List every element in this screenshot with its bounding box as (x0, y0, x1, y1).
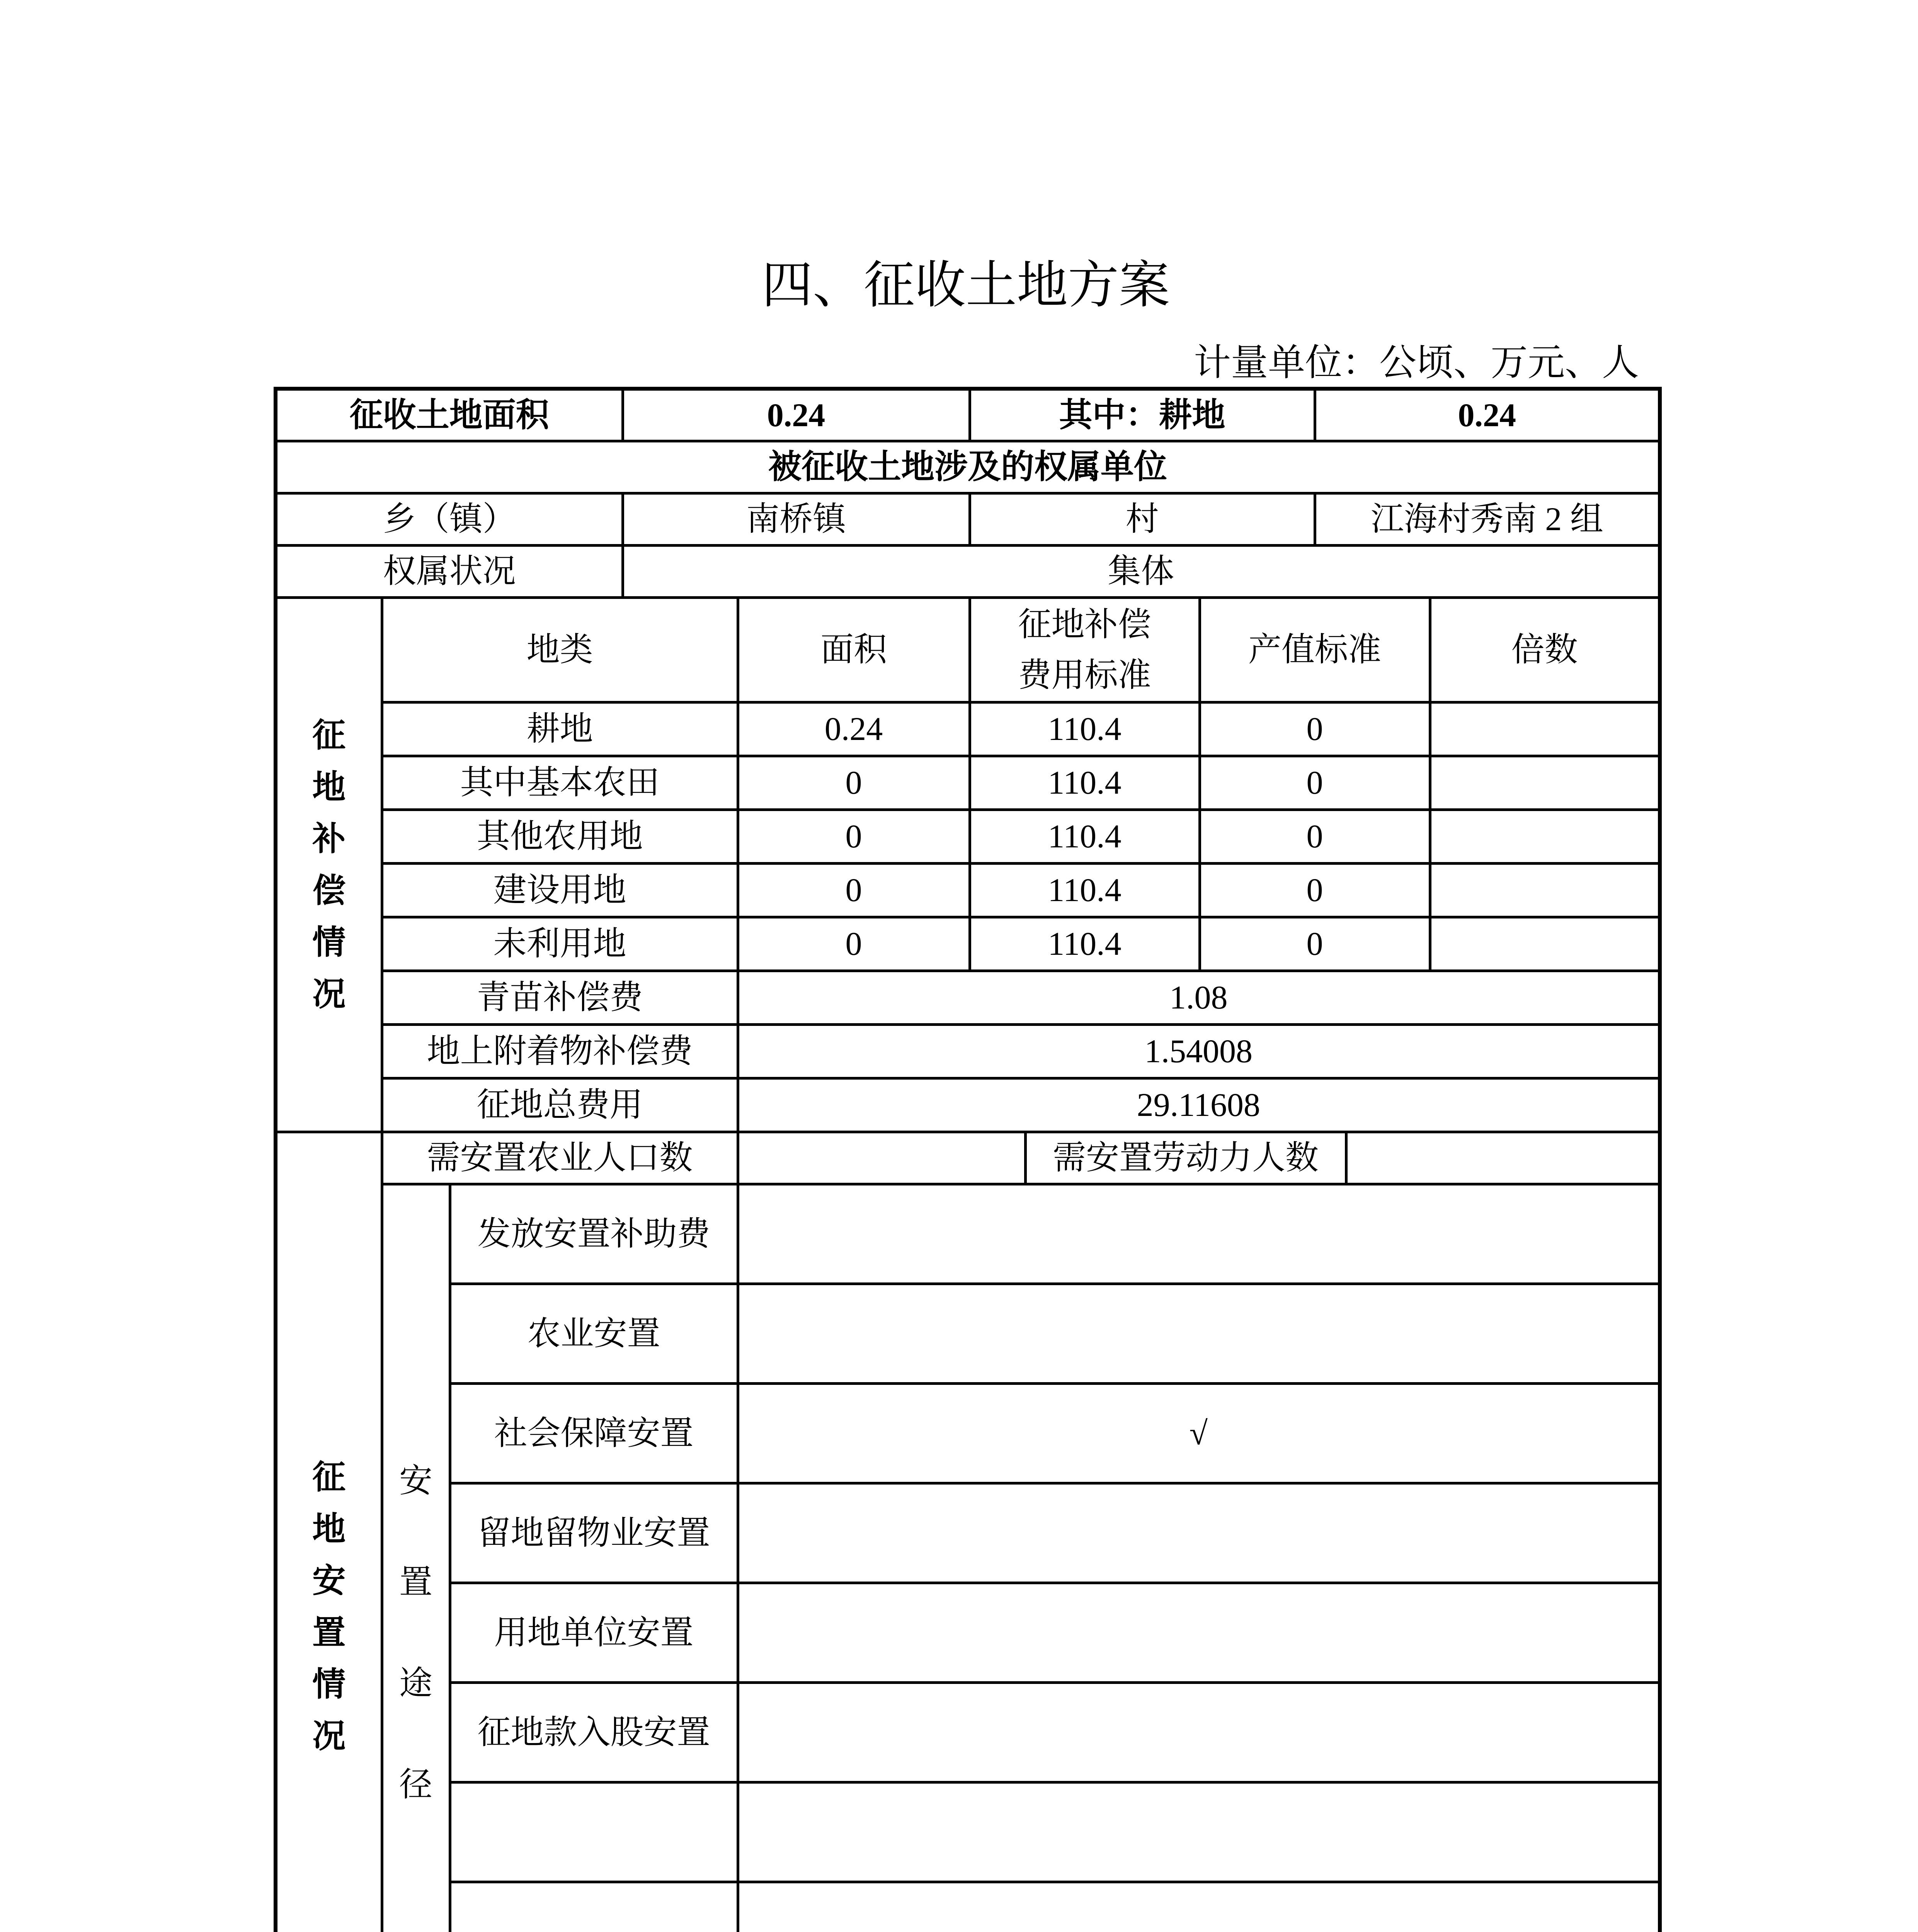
ownership-status-row (276, 545, 1660, 597)
header-area: 面积 (738, 597, 970, 702)
placement-method-row (276, 1583, 1660, 1682)
method-label-blank (450, 1882, 738, 1932)
arable-label: 其中：耕地 (970, 389, 1315, 441)
row-output-standard: 0 (1200, 756, 1430, 810)
method-value-blank (738, 1882, 1660, 1932)
method-value (738, 1483, 1660, 1583)
row-output-standard: 0 (1200, 917, 1430, 971)
crop-fee-row (276, 971, 1660, 1024)
row-multiple (1430, 702, 1660, 756)
row-standard: 110.4 (970, 863, 1200, 917)
method-value (738, 1184, 1660, 1284)
placement-method-row-blank (276, 1782, 1660, 1882)
summary-row (276, 389, 1660, 441)
method-label-blank (450, 1782, 738, 1882)
ownership-heading-row (276, 441, 1660, 493)
labor-label: 需安置劳动力人数 (1025, 1132, 1346, 1184)
farm-population-label: 需安置农业人口数 (382, 1132, 738, 1184)
total-fee-value: 29.11608 (738, 1078, 1660, 1132)
row-land-type: 耕地 (382, 702, 738, 756)
method-label: 留地留物业安置 (450, 1483, 738, 1583)
row-land-type: 未利用地 (382, 917, 738, 971)
placement-method-row (276, 1184, 1660, 1284)
row-standard: 110.4 (970, 917, 1200, 971)
labor-value (1346, 1132, 1660, 1184)
compensation-row (276, 702, 1660, 756)
area-value: 0.24 (623, 389, 970, 441)
farm-population-value (738, 1132, 1025, 1184)
row-area: 0.24 (738, 702, 970, 756)
row-land-type: 其他农用地 (382, 810, 738, 863)
compensation-section-label (276, 597, 382, 1132)
compensation-row (276, 917, 1660, 971)
row-output-standard: 0 (1200, 810, 1430, 863)
method-value (738, 1682, 1660, 1782)
placement-methods-label (382, 1184, 450, 1932)
row-standard: 110.4 (970, 756, 1200, 810)
header-standard (970, 597, 1200, 702)
compensation-header-row (276, 597, 1660, 702)
method-value-blank (738, 1782, 1660, 1882)
row-standard: 110.4 (970, 810, 1200, 863)
row-multiple (1430, 756, 1660, 810)
method-value (738, 1284, 1660, 1383)
total-fee-label: 征地总费用 (382, 1078, 738, 1132)
status-label: 权属状况 (276, 545, 623, 597)
area-label: 征收土地面积 (276, 389, 623, 441)
arable-value: 0.24 (1315, 389, 1660, 441)
row-output-standard: 0 (1200, 863, 1430, 917)
method-label: 发放安置补助费 (450, 1184, 738, 1284)
placement-methods-text: 安置途径 (399, 1462, 432, 1803)
method-label: 社会保障安置 (450, 1383, 738, 1483)
town-label: 乡（镇） (276, 493, 623, 545)
compensation-row (276, 863, 1660, 917)
compensation-section-text: 征地补偿情况 (312, 716, 346, 1014)
town-value: 南桥镇 (623, 493, 970, 545)
compensation-row (276, 756, 1660, 810)
attachment-fee-label: 地上附着物补偿费 (382, 1024, 738, 1078)
placement-method-row-blank (276, 1882, 1660, 1932)
crop-fee-value: 1.08 (738, 971, 1660, 1024)
row-area: 0 (738, 810, 970, 863)
method-value (738, 1583, 1660, 1682)
row-land-type: 建设用地 (382, 863, 738, 917)
attachment-fee-row (276, 1024, 1660, 1078)
placement-method-row (276, 1284, 1660, 1383)
row-area: 0 (738, 917, 970, 971)
placement-method-row (276, 1483, 1660, 1583)
land-acquisition-table (274, 387, 1662, 1932)
row-multiple (1430, 917, 1660, 971)
placement-section-label (276, 1132, 382, 1932)
header-output-standard: 产值标准 (1200, 597, 1430, 702)
row-land-type: 其中基本农田 (382, 756, 738, 810)
header-multiple: 倍数 (1430, 597, 1660, 702)
row-multiple (1430, 810, 1660, 863)
method-label: 征地款入股安置 (450, 1682, 738, 1782)
crop-fee-label: 青苗补偿费 (382, 971, 738, 1024)
row-multiple (1430, 863, 1660, 917)
row-standard: 110.4 (970, 702, 1200, 756)
header-standard-text: 征地补偿费用标准 (1018, 605, 1151, 694)
row-output-standard: 0 (1200, 702, 1430, 756)
row-area: 0 (738, 756, 970, 810)
status-value: 集体 (623, 545, 1660, 597)
compensation-row (276, 810, 1660, 863)
placement-method-row (276, 1682, 1660, 1782)
page-title: 四、征收土地方案 (762, 255, 1170, 315)
attachment-fee-value: 1.54008 (738, 1024, 1660, 1078)
village-label: 村 (970, 493, 1315, 545)
placement-count-row (276, 1132, 1660, 1184)
placement-method-row (276, 1383, 1660, 1483)
village-value: 江海村秀南 2 组 (1315, 493, 1660, 545)
ownership-heading: 被征收土地涉及的权属单位 (276, 441, 1660, 493)
method-label: 农业安置 (450, 1284, 738, 1383)
method-label: 用地单位安置 (450, 1583, 738, 1682)
method-value-check: √ (738, 1383, 1660, 1483)
total-fee-row (276, 1078, 1660, 1132)
ownership-unit-row (276, 493, 1660, 545)
row-area: 0 (738, 863, 970, 917)
header-land-type: 地类 (382, 597, 738, 702)
placement-section-text: 征地安置情况 (312, 1458, 346, 1755)
measurement-unit: 计量单位：公顷、万元、人 (1194, 341, 1639, 384)
